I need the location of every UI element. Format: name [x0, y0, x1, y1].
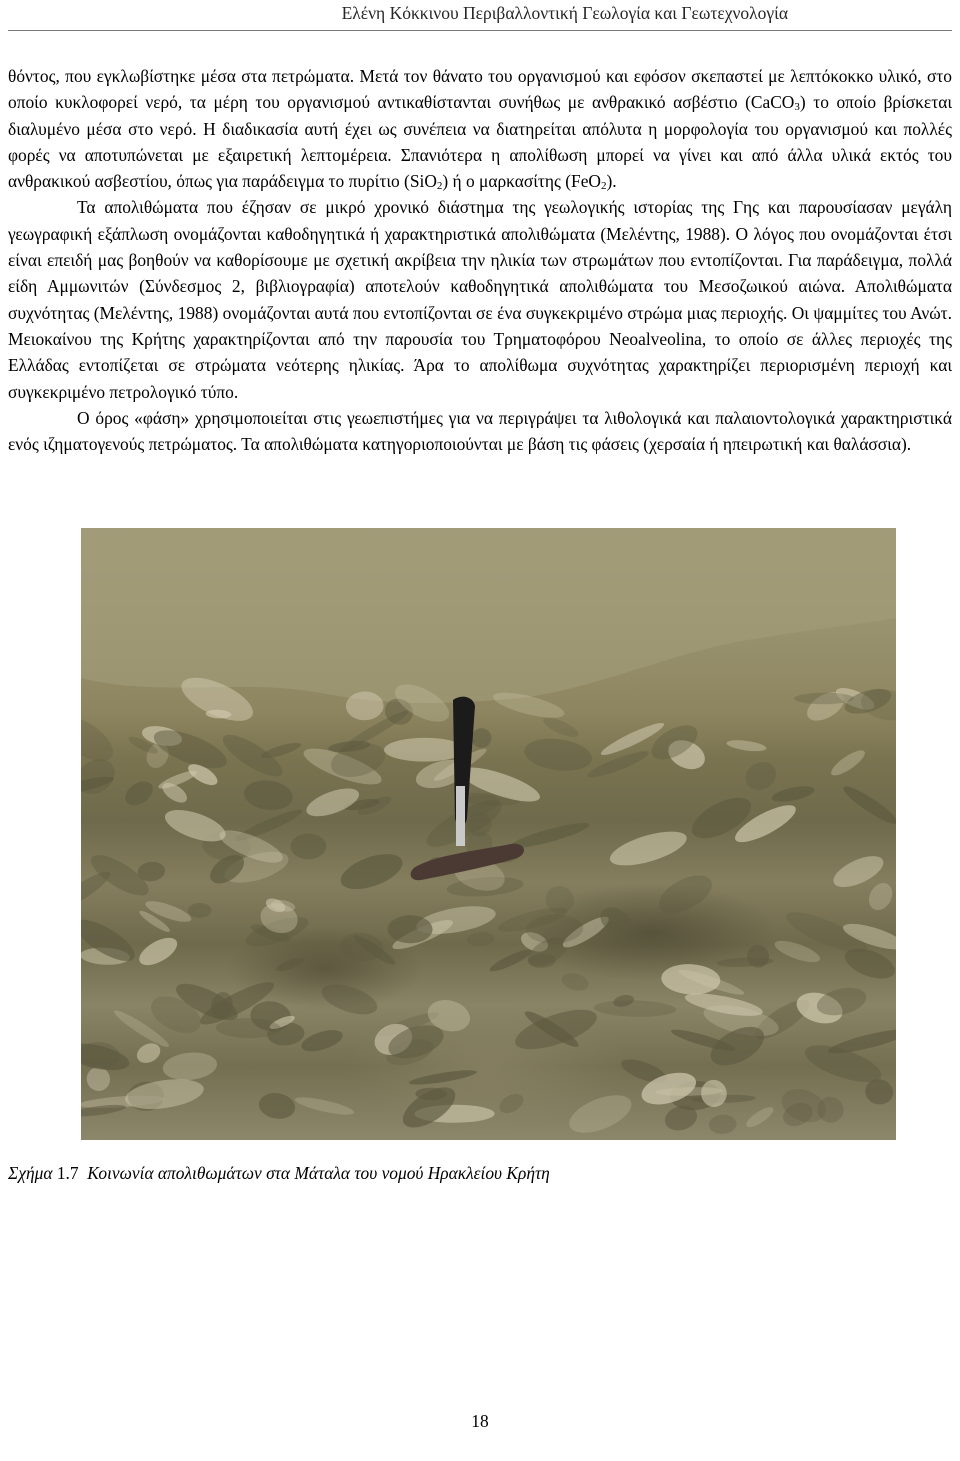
shell-fragment — [594, 999, 677, 1018]
shell-fragment — [259, 740, 302, 761]
shell-fragment — [585, 747, 651, 782]
shell-fragment — [840, 782, 896, 829]
shell-fragment — [522, 735, 594, 775]
shell-fragment — [864, 879, 896, 914]
shell-fragment — [726, 738, 767, 753]
shell-fragment — [560, 970, 591, 993]
shell-fragment — [606, 825, 690, 873]
shell-fragment — [744, 1104, 777, 1131]
shell-fragment — [466, 931, 495, 947]
fossil-photo-illustration — [81, 528, 896, 1140]
shell-fragment — [242, 778, 294, 813]
shell-fragment — [661, 963, 722, 996]
shell-fragment — [188, 903, 212, 918]
shell-fragment — [135, 932, 182, 970]
figure-caption — [8, 1160, 952, 1186]
page-number: 18 — [471, 1411, 489, 1431]
paragraph-3: Ο όρος «φάση» χρησιμοποιείται στις γεωεπιστήμες για να περιγράψει τα λιθολογικά και παλαιοντολογικά χαρακτηριστικά ενός ιζηματογενούς πετρώματος. Τα απολιθώματα κατηγοριοποιούνται με βάση τις φάσεις (χερσαία ή ηπειρωτική και θαλάσσια). — [8, 407, 952, 455]
running-header-title: Ελένη Κόκκινου Περιβαλλοντική Γεωλογία και Γεωτεχνολογία — [341, 3, 788, 23]
shell-fragment — [653, 868, 718, 921]
shell-fragment — [772, 936, 822, 966]
shell-fragment — [828, 746, 868, 779]
shell-fragment — [408, 1067, 478, 1087]
header-divider — [8, 30, 952, 31]
shell-fragment — [336, 847, 407, 896]
paragraph-1: θόντος, που εγκλωβίστηκε μέσα στα πετρώματα. Μετά τον θάνατο του οργανισμού και εφόσον σκεπαστεί με λεπτόκοκκο υλικό, στο οποίο κυκλοφορεί νερό, τα μέρη του οργανισμού αντικαθίστανται συνήθως με ανθρακικό ασβέστιο (CaCO$_3$) το οποίο βρίσκεται διαλυμένο μέσα στο νερό. Η διαδικασία αυτή έχει ως συνέπεια να διατηρείται απόλυτα η μορφολογία του οργανισμού και πολλές φορές να αποτυπώνεται με εξαιρετική λεπτομέρεια. Σπανιότερα η απολίθωση μπορεί να γίνει και από άλλα υλικά εκτός του ανθρακικού ασβεστίου, όπως για παράδειγμα το πυρίτιο (SiO$_2$) ή ο μαρκασίτης (FeO$_2$). — [8, 66, 952, 193]
figure-caption-text: Κοινωνία απολιθωμάτων στα Μάταλα του νομού Ηρακλείου Κρήτη — [87, 1163, 550, 1183]
shell-fragment — [388, 915, 433, 943]
shell-fragment — [81, 708, 120, 769]
shell-fragment — [294, 1094, 356, 1118]
shell-fragment — [257, 1090, 297, 1121]
shell-fragment — [541, 714, 581, 741]
shell-fragment — [496, 1090, 527, 1117]
shell-fragment — [299, 1026, 345, 1056]
shell-fragment — [318, 978, 381, 1020]
fossil-photo — [81, 528, 896, 1140]
shell-bed — [81, 669, 896, 1140]
shell-fragment — [471, 728, 492, 749]
shell-fragment — [275, 955, 306, 973]
shell-fragment — [564, 1088, 637, 1140]
shell-fragment — [339, 931, 384, 963]
shell-fragment — [488, 946, 534, 975]
shell-fragment — [303, 783, 362, 822]
shell-fragment — [161, 1050, 218, 1082]
shell-fragment — [770, 783, 815, 804]
paragraph-2: Τα απολιθώματα που έζησαν σε μικρό χρονικό διάστημα της γεωλογικής ιστορίας της Γης και παρουσίασαν μεγάλη γεωγραφική εξάπλωση ονομάζονται καθοδηγητικά ή χαρακτηριστικά απολιθώματα (Μελέντης, 1988). Ο λόγος που ονομάζονται έτσι είναι επειδή μας βοηθούν να καθορίσουμε με σχετική ακρίβεια την ηλικία των στρωμάτων που εντοπίζονται. Για παράδειγμα, πολλά είδη Αμμωνιτών (Σύνδεσμος 2, βιβλιογραφία) αποτελούν καθοδηγητικά απολιθώματα του Μεσοζωικού αιώνα. Απολιθώματα συχνότητας (Μελέντης, 1988) ονομάζονται αυτά που εντοπίζονται σε ένα συγκεκριμένο στρώμα μιας περιοχής. Οι ψαμμίτες του Ανώτ. Μειοκαίνου της Κρήτης χαρακτηρίζονται από την παρουσία του Τρηματοφόρου Neoalveolina, το οποίο σε άλλες περιοχές της Ελλάδας εντοπίζεται σε στρώματα νεότερης ηλικίας. Άρα το απολίθωμα συχνότητας χαρακτηρίζει περιορισμένη περιοχή και συγκεκριμένο πετρολογικό τύπο. — [8, 197, 952, 402]
shell-fragment — [858, 685, 896, 724]
shell-fragment — [794, 692, 854, 704]
shell-fragment — [384, 738, 465, 762]
body-text — [8, 63, 952, 457]
shell-fragment — [743, 941, 772, 971]
shell-fragment — [740, 756, 781, 795]
figure-number: 1.7 — [52, 1163, 79, 1183]
shell-fragment — [596, 902, 636, 939]
upper-sediment-layer — [81, 528, 896, 703]
figure-label: Σχήμα — [8, 1163, 53, 1183]
shell-fragment — [121, 777, 157, 811]
shell-fragment — [81, 866, 114, 917]
running-header — [0, 0, 960, 30]
shell-fragment — [708, 1114, 737, 1135]
shell-fragment — [290, 833, 326, 859]
